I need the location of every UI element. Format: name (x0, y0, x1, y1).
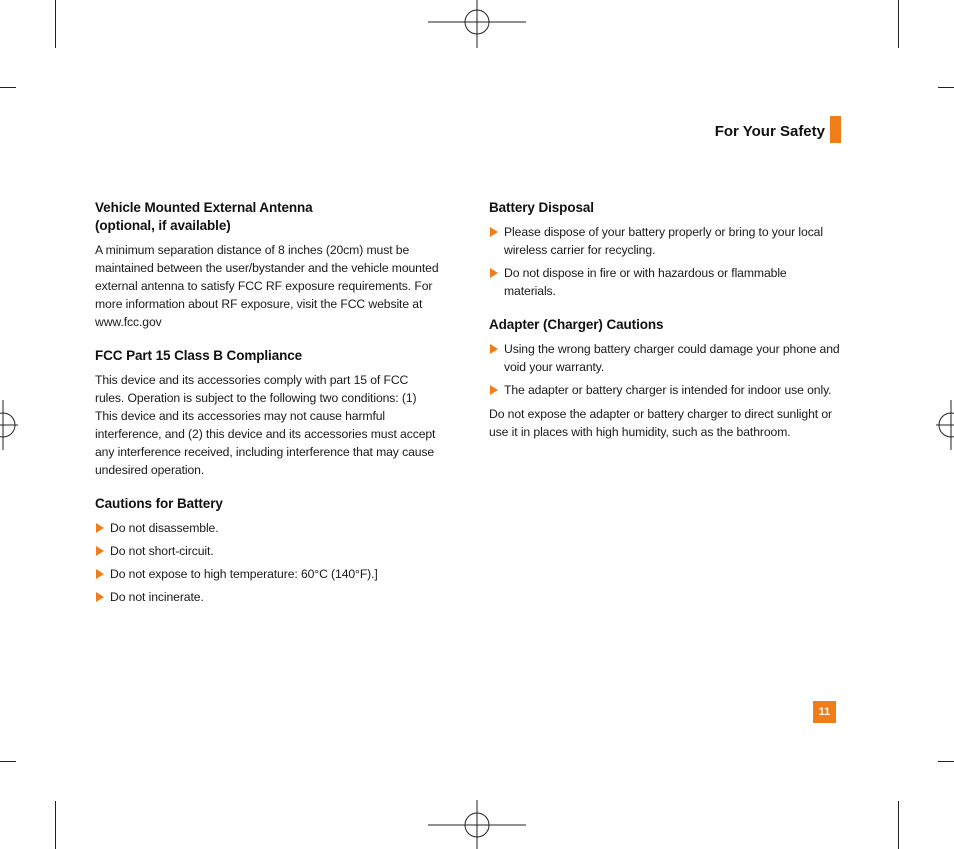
fcc-compliance-heading: FCC Part 15 Class B Compliance (95, 348, 303, 363)
crop-mark (898, 0, 899, 48)
adapter-cautions-list (489, 340, 841, 399)
registration-mark-icon (428, 800, 526, 849)
crop-mark (938, 87, 954, 88)
battery-disposal-list (489, 223, 841, 300)
battery-cautions-heading: Cautions for Battery (95, 496, 223, 511)
right-column (489, 199, 841, 457)
bullet-arrow-icon (96, 592, 104, 602)
list-item: Using the wrong battery charger could damage your phone and void your warranty. (489, 340, 841, 376)
adapter-cautions-section (489, 316, 841, 441)
list-item: Do not incinerate. (95, 588, 440, 606)
vehicle-antenna-heading-line1: Vehicle Mounted External Antenna (95, 200, 313, 215)
adapter-cautions-body: Do not expose the adapter or battery charger to direct sunlight or use it in places with high humidity, such as the bathroom. (489, 407, 832, 439)
crop-mark (0, 87, 16, 88)
battery-disposal-heading: Battery Disposal (489, 200, 594, 215)
bullet-arrow-icon (490, 268, 498, 278)
bullet-arrow-icon (490, 227, 498, 237)
registration-mark-icon (936, 400, 954, 450)
adapter-cautions-heading: Adapter (Charger) Cautions (489, 317, 664, 332)
bullet-arrow-icon (490, 385, 498, 395)
crop-mark (938, 761, 954, 762)
page-number: 11 (813, 701, 836, 723)
section-tab-marker (830, 116, 841, 143)
crop-mark (0, 761, 16, 762)
list-item: Do not disassemble. (95, 519, 440, 537)
bullet-arrow-icon (490, 344, 498, 354)
vehicle-antenna-section (95, 199, 440, 331)
battery-cautions-list (95, 519, 440, 606)
vehicle-antenna-body: A minimum separation distance of 8 inches (20cm) must be maintained between the user/bystander and the vehicle mounted external antenna to satisfy FCC RF exposure requirements. For more information about RF exposure, visit the FCC website at www.fcc.gov (95, 243, 439, 329)
section-title: For Your Safety (714, 123, 825, 140)
bullet-arrow-icon (96, 546, 104, 556)
bullet-arrow-icon (96, 569, 104, 579)
fcc-compliance-body: This device and its accessories comply with part 15 of FCC rules. Operation is subject to the following two conditions: (1) This device and its accessories may not cause harmful interference, and (2) this device and its accessories must accept any interference received, including interference that may cause undesired operation. (95, 373, 436, 477)
list-item: Do not short-circuit. (95, 542, 440, 560)
crop-mark (898, 801, 899, 849)
battery-disposal-section (489, 199, 841, 300)
registration-mark-icon (0, 400, 18, 450)
vehicle-antenna-heading-line2: (optional, if available) (95, 218, 231, 233)
list-item: Do not dispose in fire or with hazardous or flammable materials. (489, 264, 841, 300)
fcc-compliance-section (95, 347, 440, 479)
left-column (95, 199, 440, 622)
battery-cautions-section (95, 495, 440, 606)
vehicle-antenna-heading (95, 199, 440, 235)
crop-mark (55, 0, 56, 48)
crop-mark (55, 801, 56, 849)
list-item: Do not expose to high temperature: 60°C (140°F).] (95, 565, 440, 583)
bullet-arrow-icon (96, 523, 104, 533)
list-item: Please dispose of your battery properly or bring to your local wireless carrier for recycling. (489, 223, 841, 259)
registration-mark-icon (428, 0, 526, 48)
list-item: The adapter or battery charger is intended for indoor use only. (489, 381, 841, 399)
